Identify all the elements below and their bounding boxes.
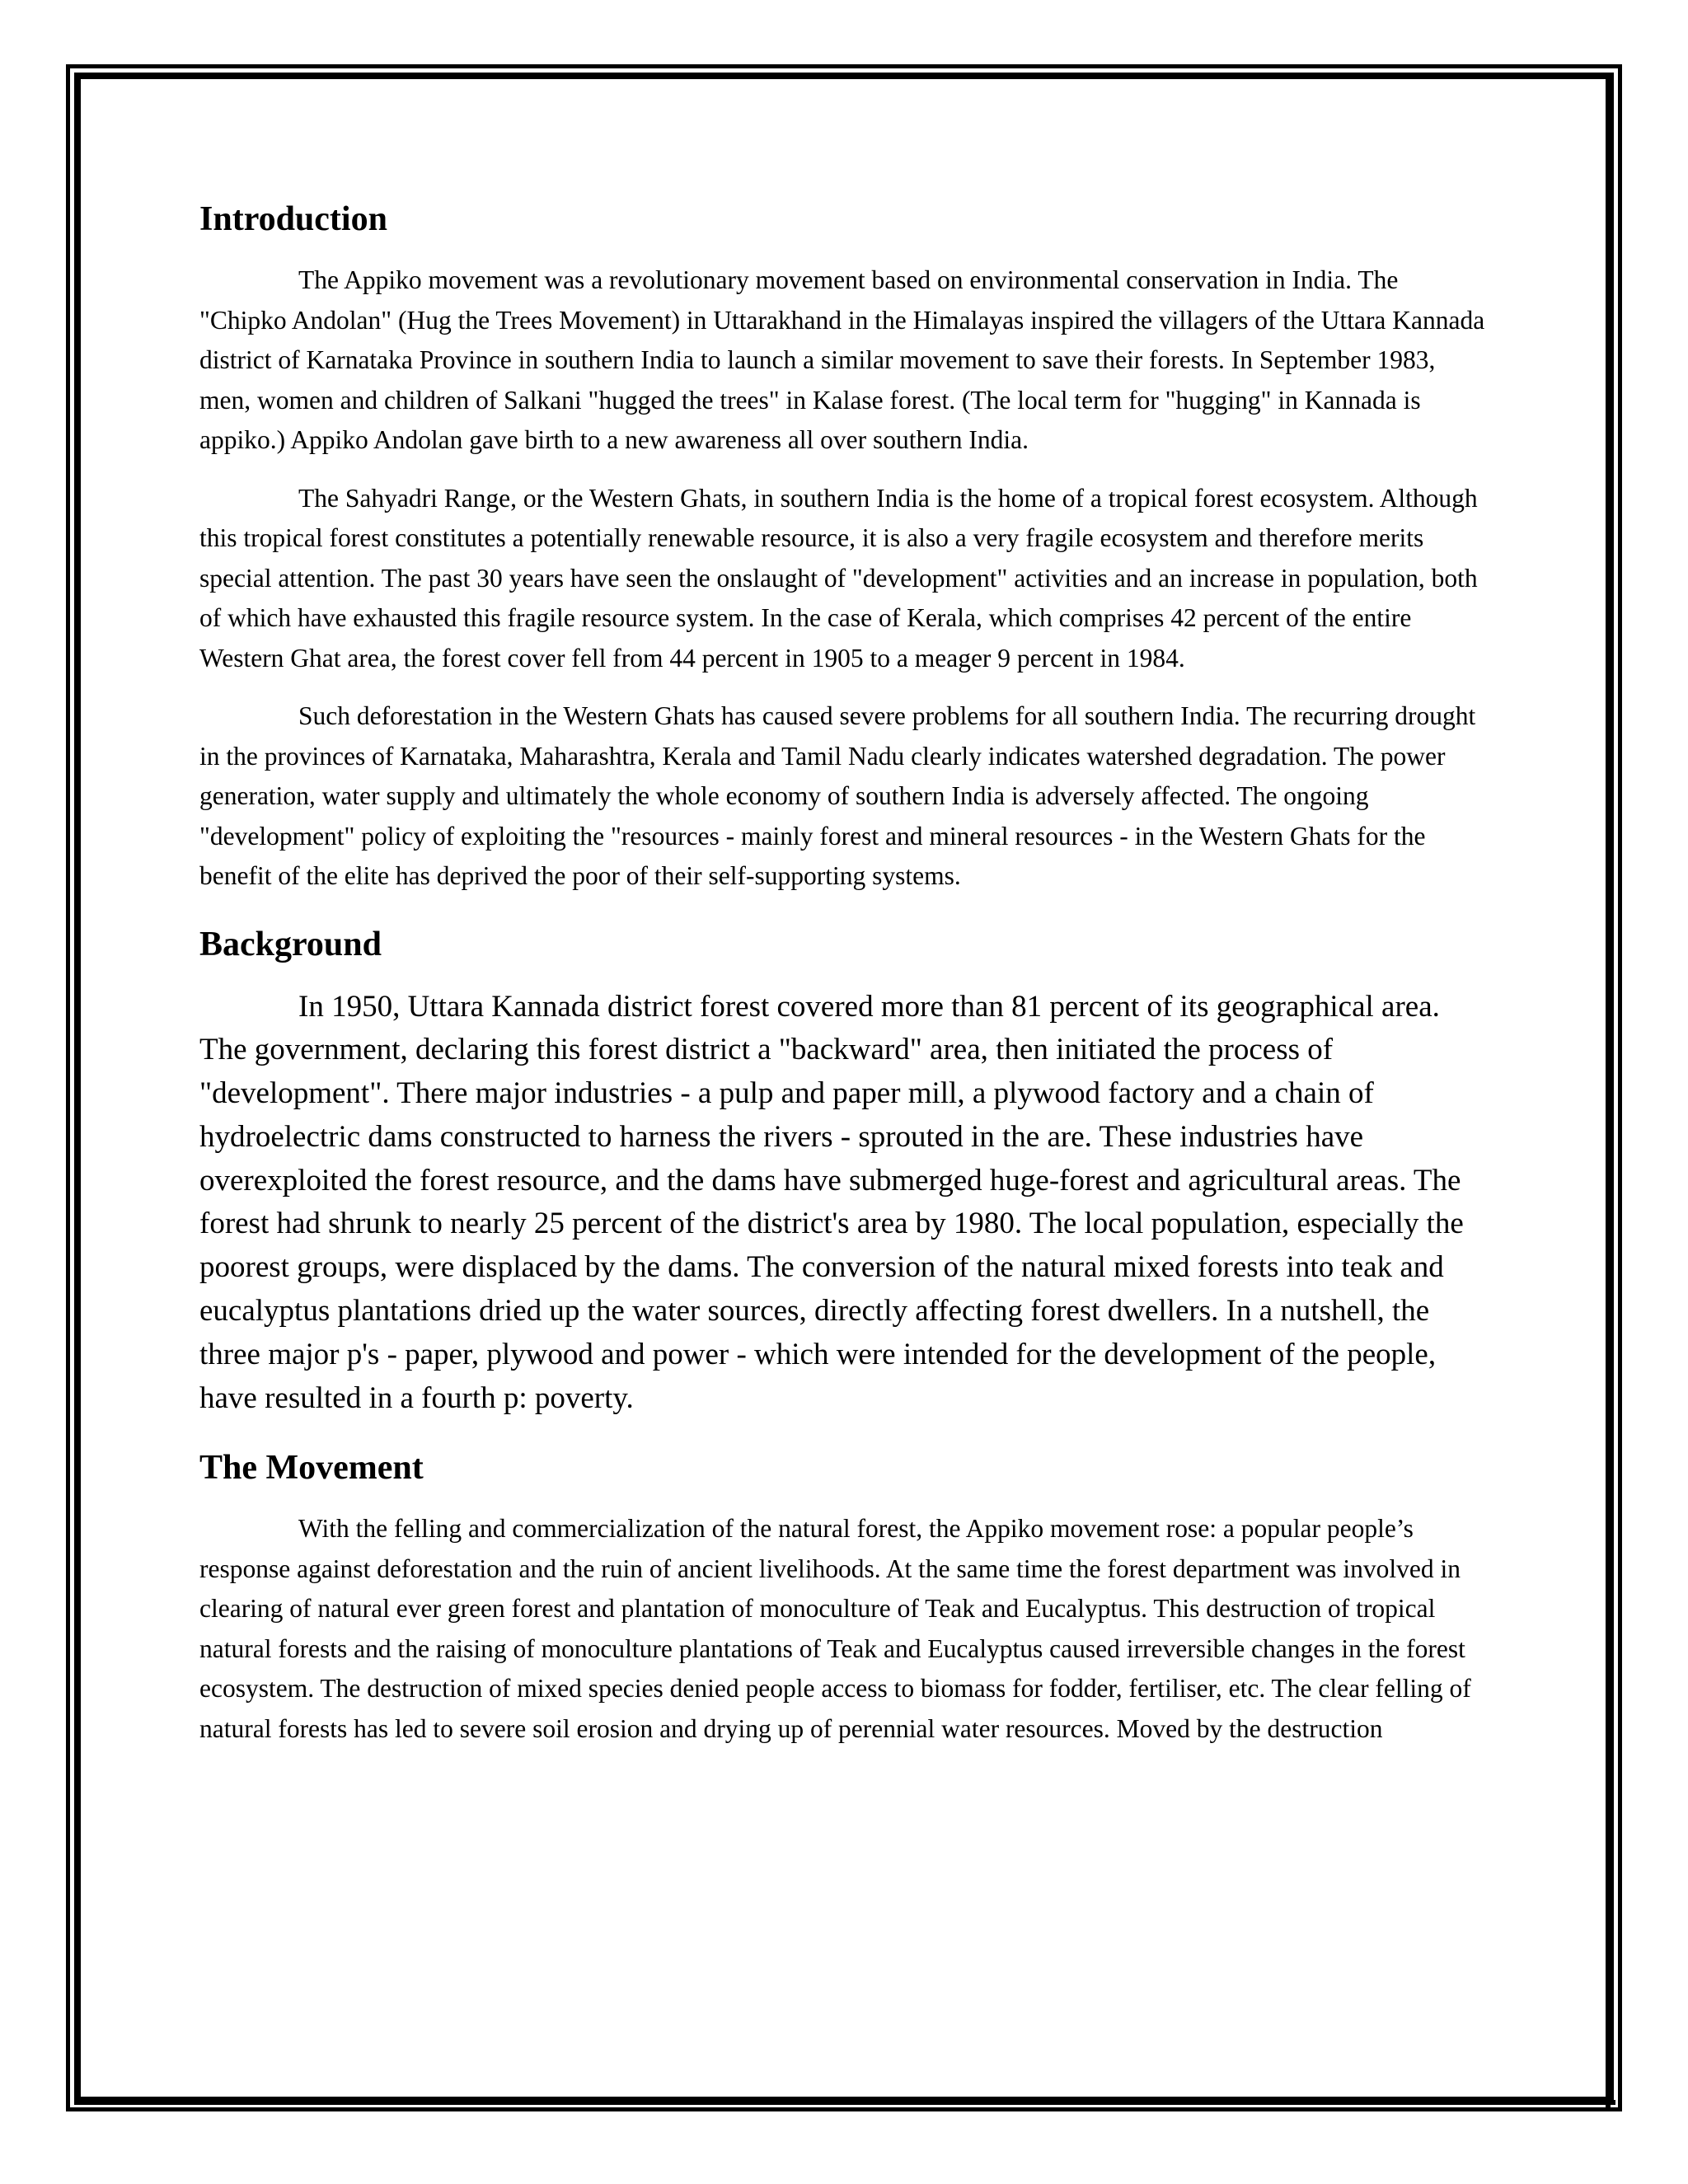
background-section (199, 986, 1485, 1421)
background-heading: Background (199, 925, 382, 963)
movement-section (199, 1509, 1485, 1749)
document-body (199, 198, 1485, 1749)
introduction-section (199, 260, 1485, 897)
introduction-paragraph-2: The Sahyadri Range, or the Western Ghats, in southern India is the home of a tropical forest ecosystem. Although this tropical forest constitutes a potentially renewable resource, it is also a very fragile ecosystem and therefore merits special attention. The past 30 years have seen the onslaught of "development" activities and an increase in population, both of which have exhausted this fragile resource system. In the case of Kerala, which comprises 42 percent of the entire Western Ghat area, the forest cover fell from 44 percent in 1905 to a meager 9 percent in 1984. (199, 483, 1478, 673)
introduction-paragraph-1: The Appiko movement was a revolutionary movement based on environmental conservation in India. The "Chipko Andolan" (Hug the Trees Movement) in Uttarakhand in the Himalayas inspired the villagers of the Uttara Kannada district of Karnataka Province in southern India to launch a similar movement to save their forests. In September 1983, men, women and children of Salkani "hugged the trees" in Kalase forest. (The local term for "hugging" in Kannada is appiko.) Appiko Andolan gave birth to a new awareness all over southern India. (199, 265, 1485, 454)
page-border-shadow-bottom (74, 2100, 1615, 2105)
introduction-heading: Introduction (199, 200, 387, 238)
movement-heading: The Movement (199, 1449, 424, 1488)
introduction-paragraph-3: Such deforestation in the Western Ghats has caused severe problems for all southern India. The recurring drought in the provinces of Karnataka, Maharashtra, Kerala and Tamil Nadu clearly indicates watershed degradation. The power generation, water supply and ultimately the whole economy of southern India is adversely affected. The ongoing "development" policy of exploiting the "resources - mainly forest and mineral resources - in the Western Ghats for the benefit of the elite has deprived the poor of their self-supporting systems. (199, 701, 1476, 890)
background-paragraph-1: In 1950, Uttara Kannada district forest covered more than 81 percent of its geographical area. The government, declaring this forest district a "backward" area, then initiated the process of "development". There major industries - a pulp and paper mill, a plywood factory and a chain of hydroelectric dams constructed to harness the rivers - sprouted in the are. These industries have overexploited the forest resource, and the dams have submerged huge-forest and agricultural areas. The forest had shrunk to nearly 25 percent of the district's area by 1980. The local population, especially the poorest groups, were displaced by the dams. The conversion of the natural mixed forests into teak and eucalyptus plantations dried up the water sources, directly affecting forest dwellers. In a nutshell, the three major p's - paper, plywood and power - which were intended for the development of the people, have resulted in a fourth p: poverty. (199, 989, 1464, 1415)
page-border-shadow-right (1606, 73, 1611, 2108)
movement-paragraph-1: With the felling and commercialization of the natural forest, the Appiko movement rose: a popular people’s response against deforestation and the ruin of ancient livelihoods. At the same time the forest department was involved in clearing of natural ever green forest and plantation of monoculture of Teak and Eucalyptus. This destruction of tropical natural forests and the raising of monoculture plantations of Teak and Eucalyptus caused irreversible changes in the forest ecosystem. The destruction of mixed species denied people access to biomass for fodder, fertiliser, etc. The clear felling of natural forests has led to severe soil erosion and drying up of perennial water resources. Moved by the destruction (199, 1514, 1471, 1743)
